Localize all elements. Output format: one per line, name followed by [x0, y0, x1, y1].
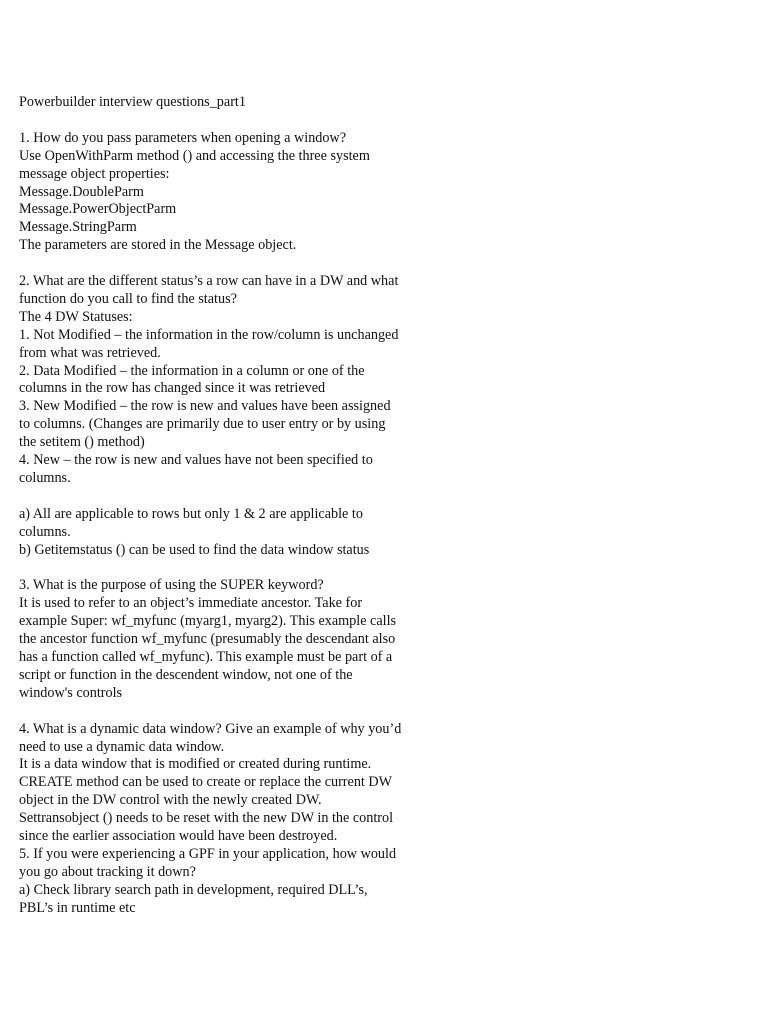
text-line: It is a data window that is modified or created during runtime. — [19, 756, 372, 773]
text-line: object in the DW control with the newly created DW. — [19, 792, 322, 809]
text-line: Settransobject () needs to be reset with the new DW in the control — [19, 810, 394, 827]
section-q1 — [19, 130, 439, 255]
text-line: 2. Data Modified – the information in a column or one of the — [19, 362, 365, 379]
section-q2-notes — [19, 506, 439, 560]
spacer — [19, 488, 439, 506]
text-line: PBL’s in runtime etc — [19, 899, 136, 916]
text-line: a) All are applicable to rows but only 1 & 2 are applicable to — [19, 505, 363, 522]
spacer — [19, 112, 439, 130]
text-line: columns. — [19, 523, 71, 540]
text-line: Message.StringParm — [19, 219, 137, 236]
text-line: Use OpenWithParm method () and accessing the three system — [19, 147, 370, 164]
section-q4-q5 — [19, 721, 439, 918]
text-line: script or function in the descendent window, not one of the — [19, 666, 353, 683]
text-line: columns in the row has changed since it was retrieved — [19, 380, 326, 397]
text-line: the ancestor function wf_myfunc (presumably the descendant also — [19, 631, 396, 648]
text-line: a) Check library search path in development, required DLL’s, — [19, 881, 368, 898]
text-line: message object properties: — [19, 165, 170, 182]
text-line: The parameters are stored in the Message object. — [19, 237, 297, 254]
section-q2 — [19, 273, 439, 488]
text-line: Message.PowerObjectParm — [19, 201, 177, 218]
text-line: b) Getitemstatus () can be used to find the data window status — [19, 541, 370, 558]
text-line: since the earlier association would have been destroyed. — [19, 828, 338, 845]
question-heading: 3. What is the purpose of using the SUPER keyword? — [19, 577, 324, 594]
spacer — [19, 703, 439, 721]
spacer — [19, 255, 439, 273]
text-line: CREATE method can be used to create or replace the current DW — [19, 774, 393, 791]
text-line: example Super: wf_myfunc (myarg1, myarg2). This example calls — [19, 613, 397, 630]
question-heading: 5. If you were experiencing a GPF in your application, how would — [19, 845, 397, 862]
question-heading: 2. What are the different status’s a row can have in a DW and what — [19, 273, 399, 290]
document-title: Powerbuilder interview questions_part1 — [19, 94, 246, 110]
text-line: 4. New – the row is new and values have not been specified to — [19, 452, 373, 469]
section-q3 — [19, 577, 439, 702]
text-line: has a function called wf_myfunc). This example must be part of a — [19, 649, 393, 666]
question-heading: 1. How do you pass parameters when opening a window? — [19, 129, 347, 146]
text-line: the setitem () method) — [19, 434, 145, 451]
text-line: Message.DoubleParm — [19, 183, 144, 200]
text-line: from what was retrieved. — [19, 344, 161, 361]
text-line: The 4 DW Statuses: — [19, 308, 133, 325]
text-line: columns. — [19, 470, 71, 486]
spacer — [19, 560, 439, 578]
text-line: to columns. (Changes are primarily due to user entry or by using — [19, 416, 386, 433]
question-heading: 4. What is a dynamic data window? Give an example of why you’d — [19, 720, 402, 737]
question-heading: need to use a dynamic data window. — [19, 738, 225, 755]
question-heading: function do you call to find the status? — [19, 290, 237, 307]
text-line: 3. New Modified – the row is new and values have been assigned — [19, 398, 391, 415]
text-line: It is used to refer to an object’s immediate ancestor. Take for — [19, 595, 363, 612]
text-line: window's controls — [19, 684, 123, 701]
text-line: 1. Not Modified – the information in the row/column is unchanged — [19, 326, 399, 343]
question-heading: you go about tracking it down? — [19, 863, 196, 880]
document-page — [19, 94, 439, 918]
